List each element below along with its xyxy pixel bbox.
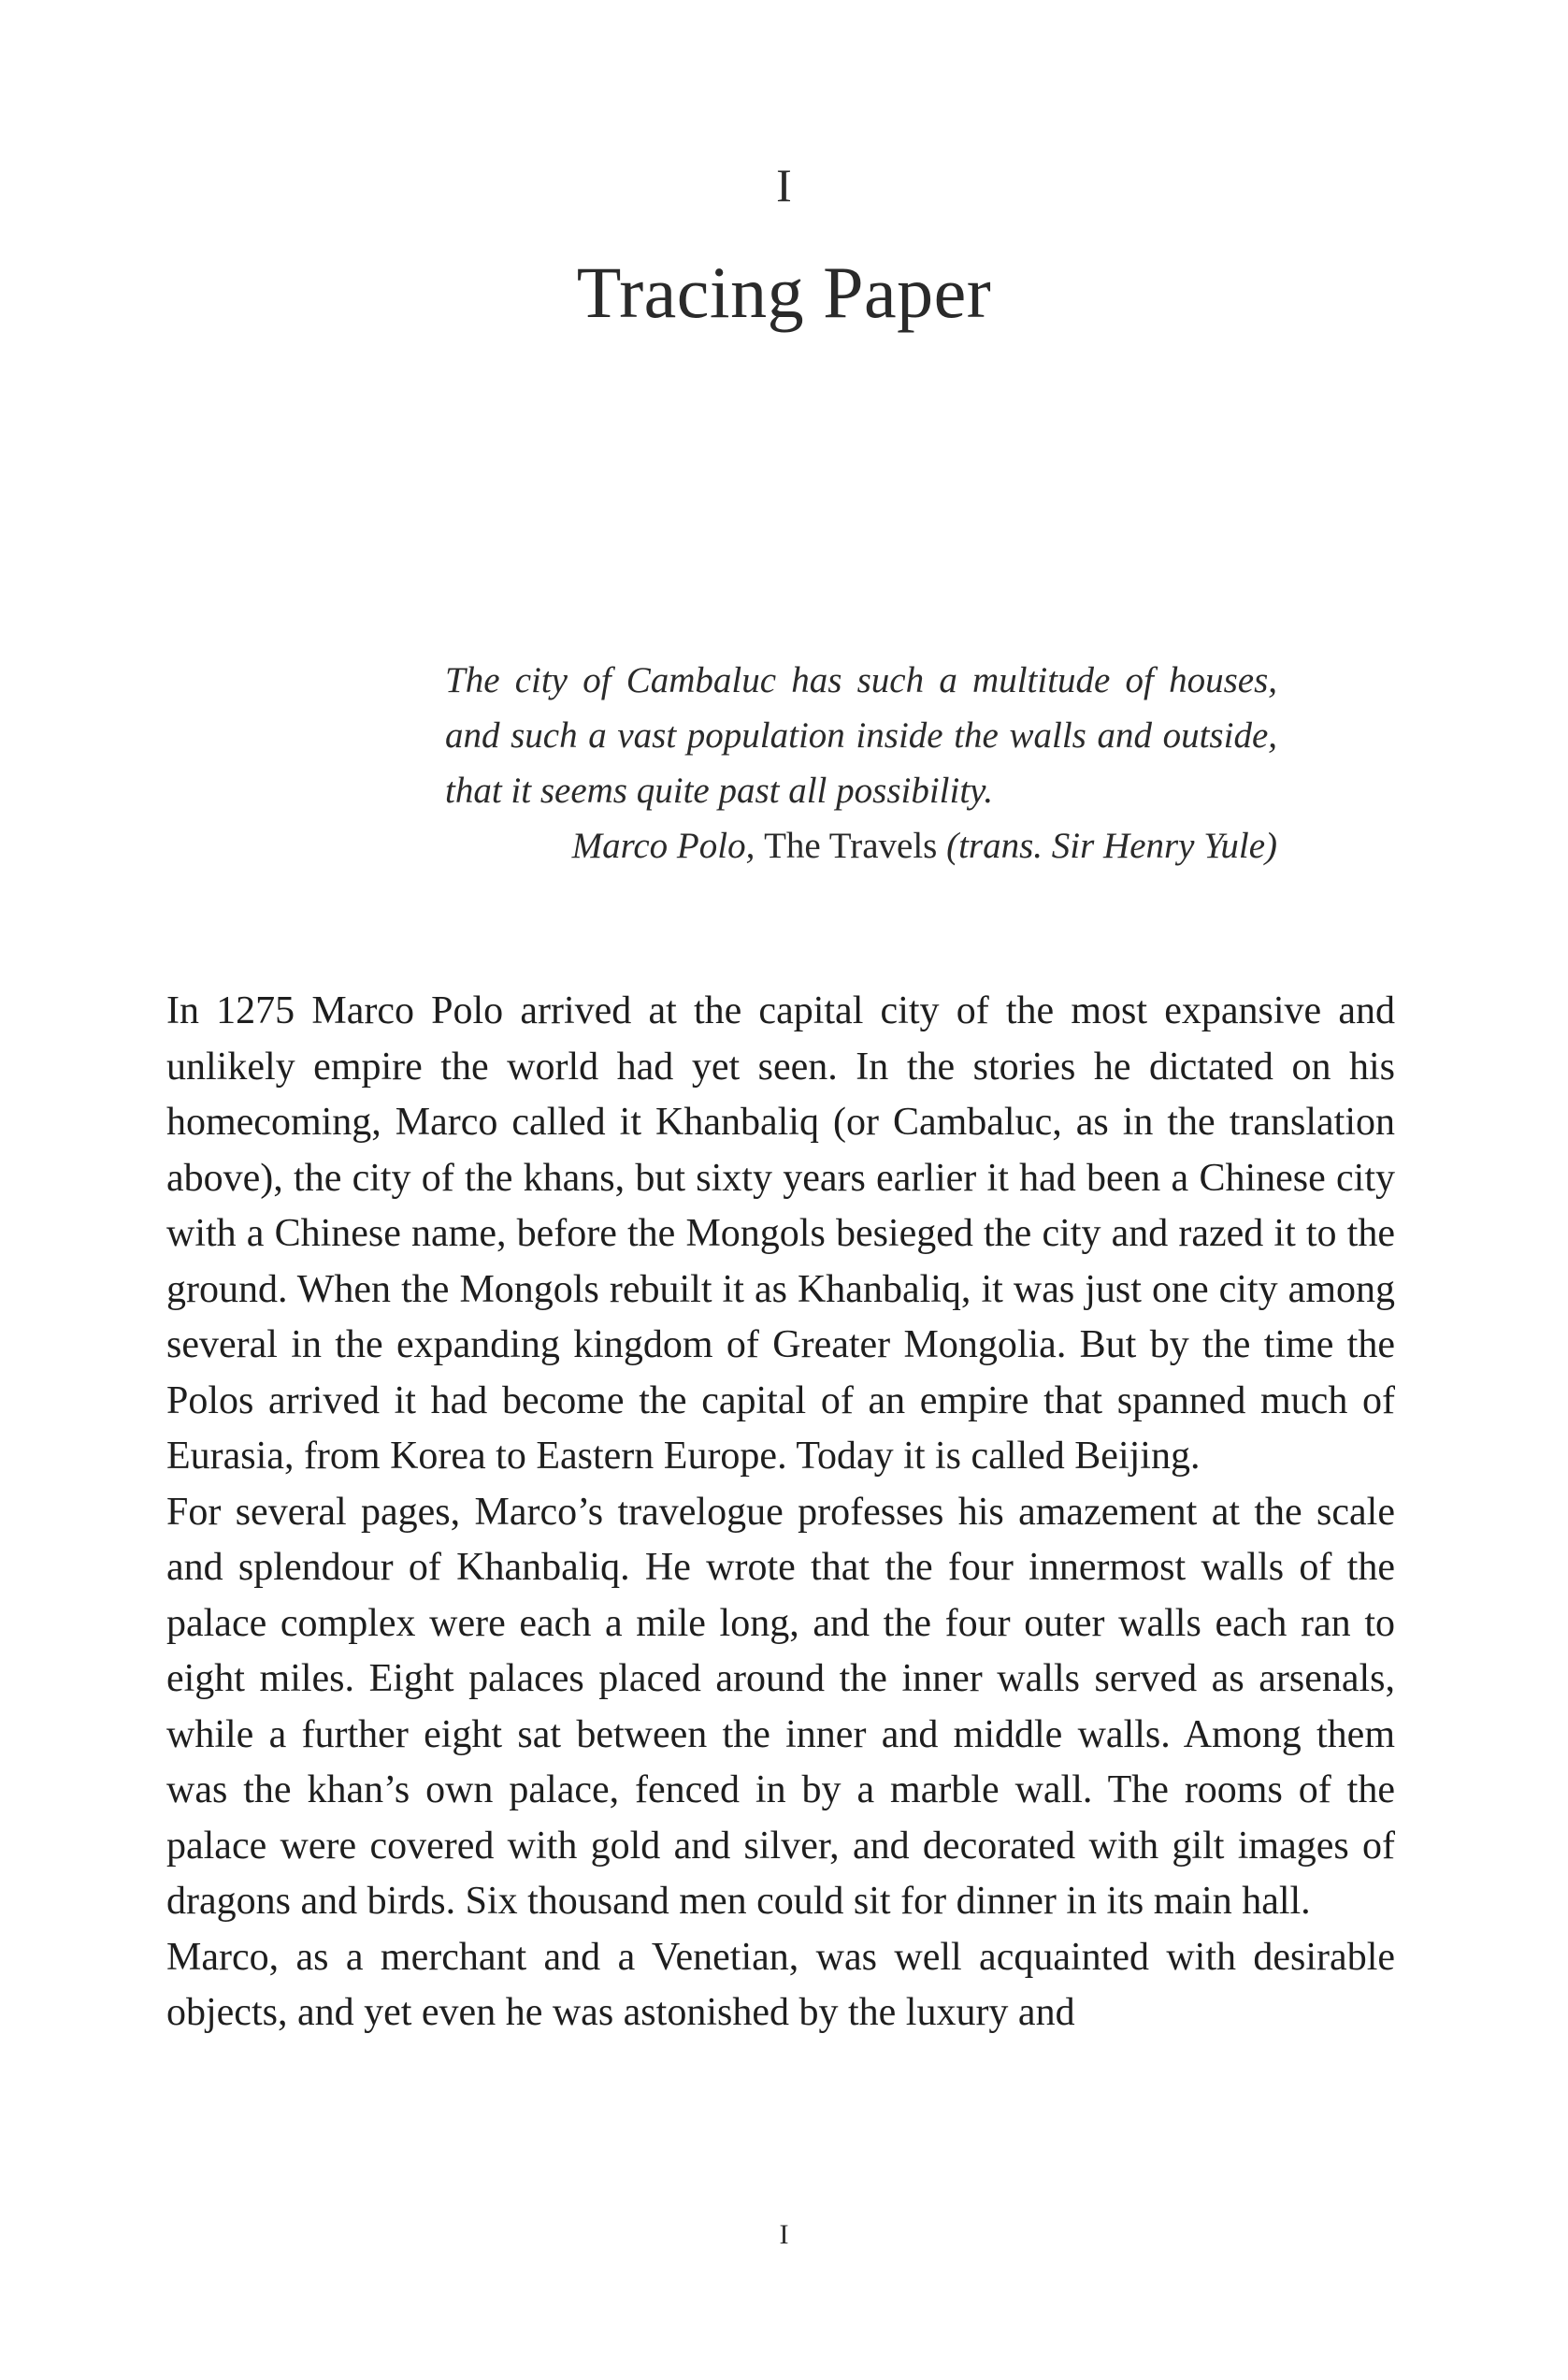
chapter-number: I <box>776 159 792 211</box>
paragraph-3: Marco, as a merchant and a Venetian, was well acquainted with desirable objects, and yet even he was astonished by the luxury and <box>166 1935 1395 2034</box>
epigraph-author: Marco Polo, <box>571 826 755 866</box>
paragraph-2: For several pages, Marco’s travelogue professes his amazement at the scale and splendour of Khanbaliq. He wrote that the four innermost walls of the palace complex were each a mile long, and the four outer walls each ran to eight miles. Eight palaces placed around the inner walls served as arsenals, while a further eight sat between the inner and middle walls. Among them was the khan’s own palace, fenced in by a marble wall. The rooms of the palace were covered with gold and silver, and decorated with gilt images of dragons and birds. Six thousand men could sit for dinner in its main hall. <box>166 1490 1395 1923</box>
epigraph-work-title: The Travels <box>764 826 938 866</box>
page-number: I <box>779 2219 789 2250</box>
epigraph-quote: The city of Cambaluc has such a multitude of houses, and such a vast population inside the walls and outside, that it seems quite past all possibility. <box>445 660 1277 811</box>
epigraph <box>445 653 1277 873</box>
epigraph-attribution <box>445 818 1277 873</box>
paragraph-1: In 1275 Marco Polo arrived at the capital city of the most expansive and unlikely empire the world had yet seen. In the stories he dictated on his homecoming, Marco called it Khanbaliq (or Cambaluc, as in the translation above), the city of the khans, but sixty years earlier it had been a Chinese city with a Chinese name, before the Mongols besieged the city and razed it to the ground. When the Mongols rebuilt it as Khanbaliq, it was just one city among several in the expanding kingdom of Greater Mongolia. But by the time the Polos arrived it had become the capital of an empire that spanned much of Eurasia, from Korea to Eastern Europe. Today it is called Beijing. <box>166 989 1395 1478</box>
epigraph-translator: (trans. Sir Henry Yule) <box>946 826 1277 866</box>
body-text <box>166 984 1395 2041</box>
chapter-title: Tracing Paper <box>576 252 992 333</box>
